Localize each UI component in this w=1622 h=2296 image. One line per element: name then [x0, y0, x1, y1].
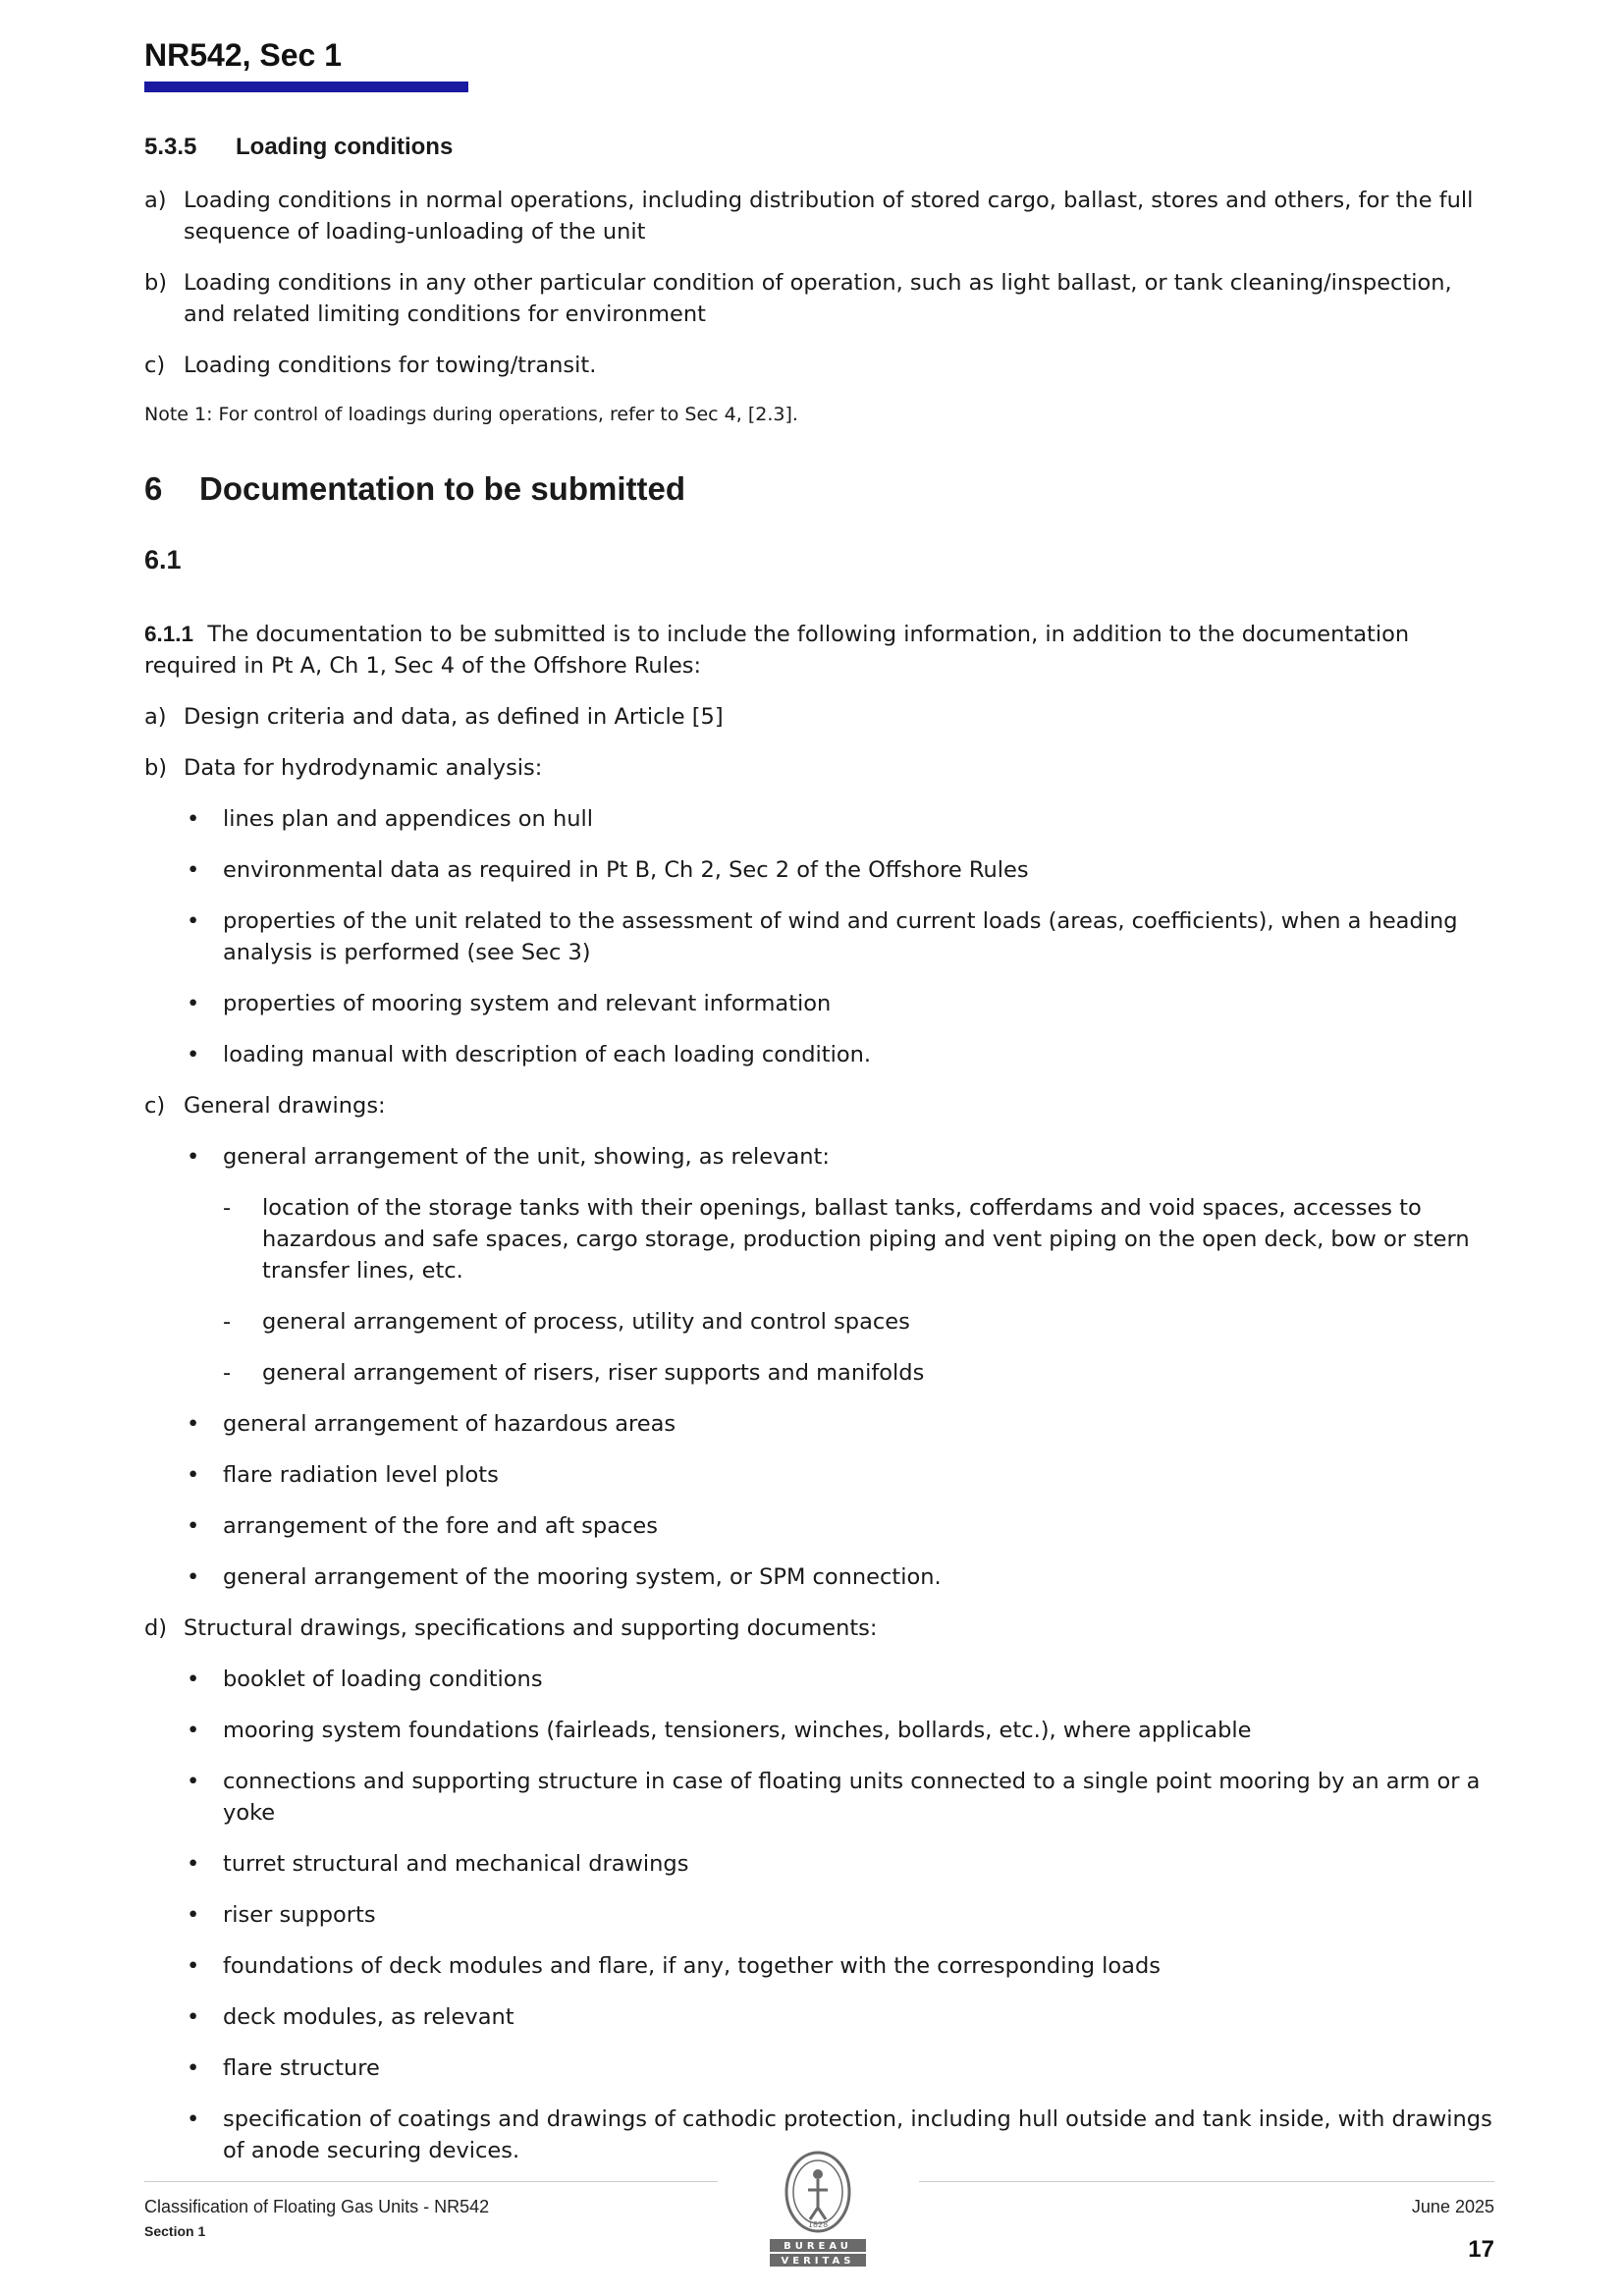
bullet-glyph: •: [187, 1902, 200, 1928]
subsection-title: Loading conditions: [236, 134, 454, 160]
bullet-item: [184, 988, 1494, 1019]
list-item-d: [144, 1613, 1494, 1644]
bullet-text: properties of mooring system and relevant information: [223, 991, 832, 1016]
article-heading-6-1: 6.1: [144, 545, 182, 574]
bullet-item: [184, 1408, 1494, 1440]
list-label: b): [144, 270, 168, 296]
bullet-text: loading manual with description of each loading condition.: [223, 1042, 872, 1067]
bullet-item: [184, 1715, 1494, 1746]
bullet-glyph: •: [187, 1513, 200, 1539]
list-text: Loading conditions in normal operations, including distribution of stored cargo, ballast, stores and others, for the full sequence of loading-unloading of the unit: [184, 188, 1474, 245]
dash-text: location of the storage tanks with their openings, ballast tanks, cofferdams and void spaces, accesses to hazardous and safe spaces, cargo storage, production piping and vent piping on the open deck, bow or stern transfer lines, etc.: [262, 1195, 1470, 1284]
bullet-text: foundations of deck modules and flare, if any, together with the corresponding loads: [223, 1953, 1161, 1979]
bullet-glyph: •: [187, 1769, 200, 1794]
bullet-text: connections and supporting structure in case of floating units connected to a single point mooring by an arm or a yoke: [223, 1769, 1481, 1826]
list-item: [144, 267, 1494, 330]
bullet-glyph: •: [187, 1144, 200, 1170]
bullet-text: deck modules, as relevant: [223, 2004, 514, 2030]
svg-text:VERITAS: VERITAS: [781, 2256, 855, 2267]
footer-section: Section 1: [144, 2223, 206, 2239]
list-text: Structural drawings, specifications and supporting documents:: [184, 1615, 878, 1641]
list-text: Loading conditions in any other particular condition of operation, such as light ballast, or tank cleaning/inspection, and related limiting conditions for environment: [184, 270, 1452, 327]
list-text: General drawings:: [184, 1093, 386, 1119]
svg-text:BUREAU: BUREAU: [784, 2241, 852, 2252]
bullet-text: general arrangement of the unit, showing, as relevant:: [223, 1144, 830, 1170]
bullet-item: [184, 905, 1494, 968]
dash-item: [223, 1306, 1494, 1338]
dash-glyph: -: [223, 1195, 232, 1221]
list-label: c): [144, 353, 166, 378]
dash-glyph: -: [223, 1309, 232, 1335]
bullet-glyph: •: [187, 1564, 200, 1590]
footer-date: June 2025: [1411, 2197, 1494, 2216]
bullet-item: [184, 1899, 1494, 1931]
subsection-heading-5-3-5: [144, 132, 1494, 163]
logo-year: 1828: [807, 2220, 829, 2229]
bullet-item: [184, 1141, 1494, 1173]
list-text: Design criteria and data, as defined in Article [5]: [184, 704, 724, 730]
bullet-text: environmental data as required in Pt B, Ch 2, Sec 2 of the Offshore Rules: [223, 857, 1029, 883]
dash-glyph: -: [223, 1360, 232, 1386]
list-label: a): [144, 188, 167, 213]
paragraph-6-1-1: [144, 619, 1494, 682]
bullet-glyph: •: [187, 2004, 200, 2030]
bullet-item: [184, 1039, 1494, 1070]
note-1: Note 1: For control of loadings during operations, refer to Sec 4, [2.3].: [144, 404, 798, 425]
paragraph-text: The documentation to be submitted is to include the following information, in addition to the documentation required in Pt A, Ch 1, Sec 4 of the Offshore Rules:: [144, 622, 1410, 679]
list-item-b: [144, 752, 1494, 784]
bullet-text: booklet of loading conditions: [223, 1667, 543, 1692]
bullet-glyph: •: [187, 806, 200, 832]
bullet-glyph: •: [187, 2055, 200, 2081]
bullet-item: [184, 1561, 1494, 1593]
bullet-glyph: •: [187, 1667, 200, 1692]
list-label: a): [144, 704, 167, 730]
paragraph-number: 6.1.1: [144, 622, 194, 646]
bullet-glyph: •: [187, 1411, 200, 1437]
bullet-glyph: •: [187, 2106, 200, 2132]
subsection-number: 5.3.5: [144, 134, 197, 160]
list-label: d): [144, 1615, 168, 1641]
bullet-item: [184, 1510, 1494, 1542]
dash-item: [223, 1357, 1494, 1389]
dash-text: general arrangement of process, utility and control spaces: [262, 1309, 910, 1335]
running-header-title: NR542, Sec 1: [144, 37, 343, 73]
bullet-text: turret structural and mechanical drawings: [223, 1851, 689, 1877]
page-number: 17: [1468, 2236, 1494, 2263]
bullet-item: [184, 803, 1494, 835]
bullet-glyph: •: [187, 991, 200, 1016]
list-item-c: [144, 1090, 1494, 1121]
bullet-glyph: •: [187, 857, 200, 883]
list-item: [144, 350, 1494, 381]
bullet-text: arrangement of the fore and aft spaces: [223, 1513, 658, 1539]
section-number: 6: [144, 470, 163, 507]
bullet-text: flare structure: [223, 2055, 380, 2081]
bullet-text: specification of coatings and drawings of cathodic protection, including hull outside and tank inside, with drawings of anode securing devices.: [223, 2106, 1492, 2163]
bullet-text: general arrangement of the mooring system, or SPM connection.: [223, 1564, 942, 1590]
bullet-item: [184, 1848, 1494, 1880]
bullet-item: [184, 1766, 1494, 1829]
footer-document-title: Classification of Floating Gas Units - NR542: [144, 2197, 490, 2216]
dash-item: [223, 1192, 1494, 1286]
list-item: [144, 185, 1494, 247]
bullet-glyph: •: [187, 1718, 200, 1743]
section-title: Documentation to be submitted: [199, 470, 685, 507]
bullet-text: flare radiation level plots: [223, 1462, 499, 1488]
footer-rule-right: [919, 2181, 1494, 2182]
bullet-glyph: •: [187, 1462, 200, 1488]
bullet-item: [184, 1950, 1494, 1982]
bullet-item: [184, 2052, 1494, 2084]
bullet-glyph: •: [187, 1953, 200, 1979]
footer-rule-left: [144, 2181, 718, 2182]
list-text: Data for hydrodynamic analysis:: [184, 755, 543, 781]
bullet-glyph: •: [187, 908, 200, 934]
bureau-veritas-logo-icon: [769, 2149, 867, 2272]
bullet-text: lines plan and appendices on hull: [223, 806, 593, 832]
bullet-text: mooring system foundations (fairleads, tensioners, winches, bollards, etc.), where applicable: [223, 1718, 1252, 1743]
bullet-item: [184, 2001, 1494, 2033]
bullet-text: general arrangement of hazardous areas: [223, 1411, 676, 1437]
list-text: Loading conditions for towing/transit.: [184, 353, 597, 378]
bullet-item: [184, 1459, 1494, 1491]
list-label: b): [144, 755, 168, 781]
list-label: c): [144, 1093, 166, 1119]
dash-text: general arrangement of risers, riser supports and manifolds: [262, 1360, 925, 1386]
header-rule: [144, 82, 468, 92]
bullet-item: [184, 854, 1494, 886]
bullet-text: riser supports: [223, 1902, 376, 1928]
bullet-text: properties of the unit related to the assessment of wind and current loads (areas, coefficients), when a heading analysis is performed (see Sec 3): [223, 908, 1458, 965]
bullet-item: [184, 1664, 1494, 1695]
list-item-a: [144, 701, 1494, 733]
bullet-glyph: •: [187, 1851, 200, 1877]
page-body: [144, 132, 1494, 2186]
section-heading-6: [144, 470, 1494, 507]
bullet-glyph: •: [187, 1042, 200, 1067]
